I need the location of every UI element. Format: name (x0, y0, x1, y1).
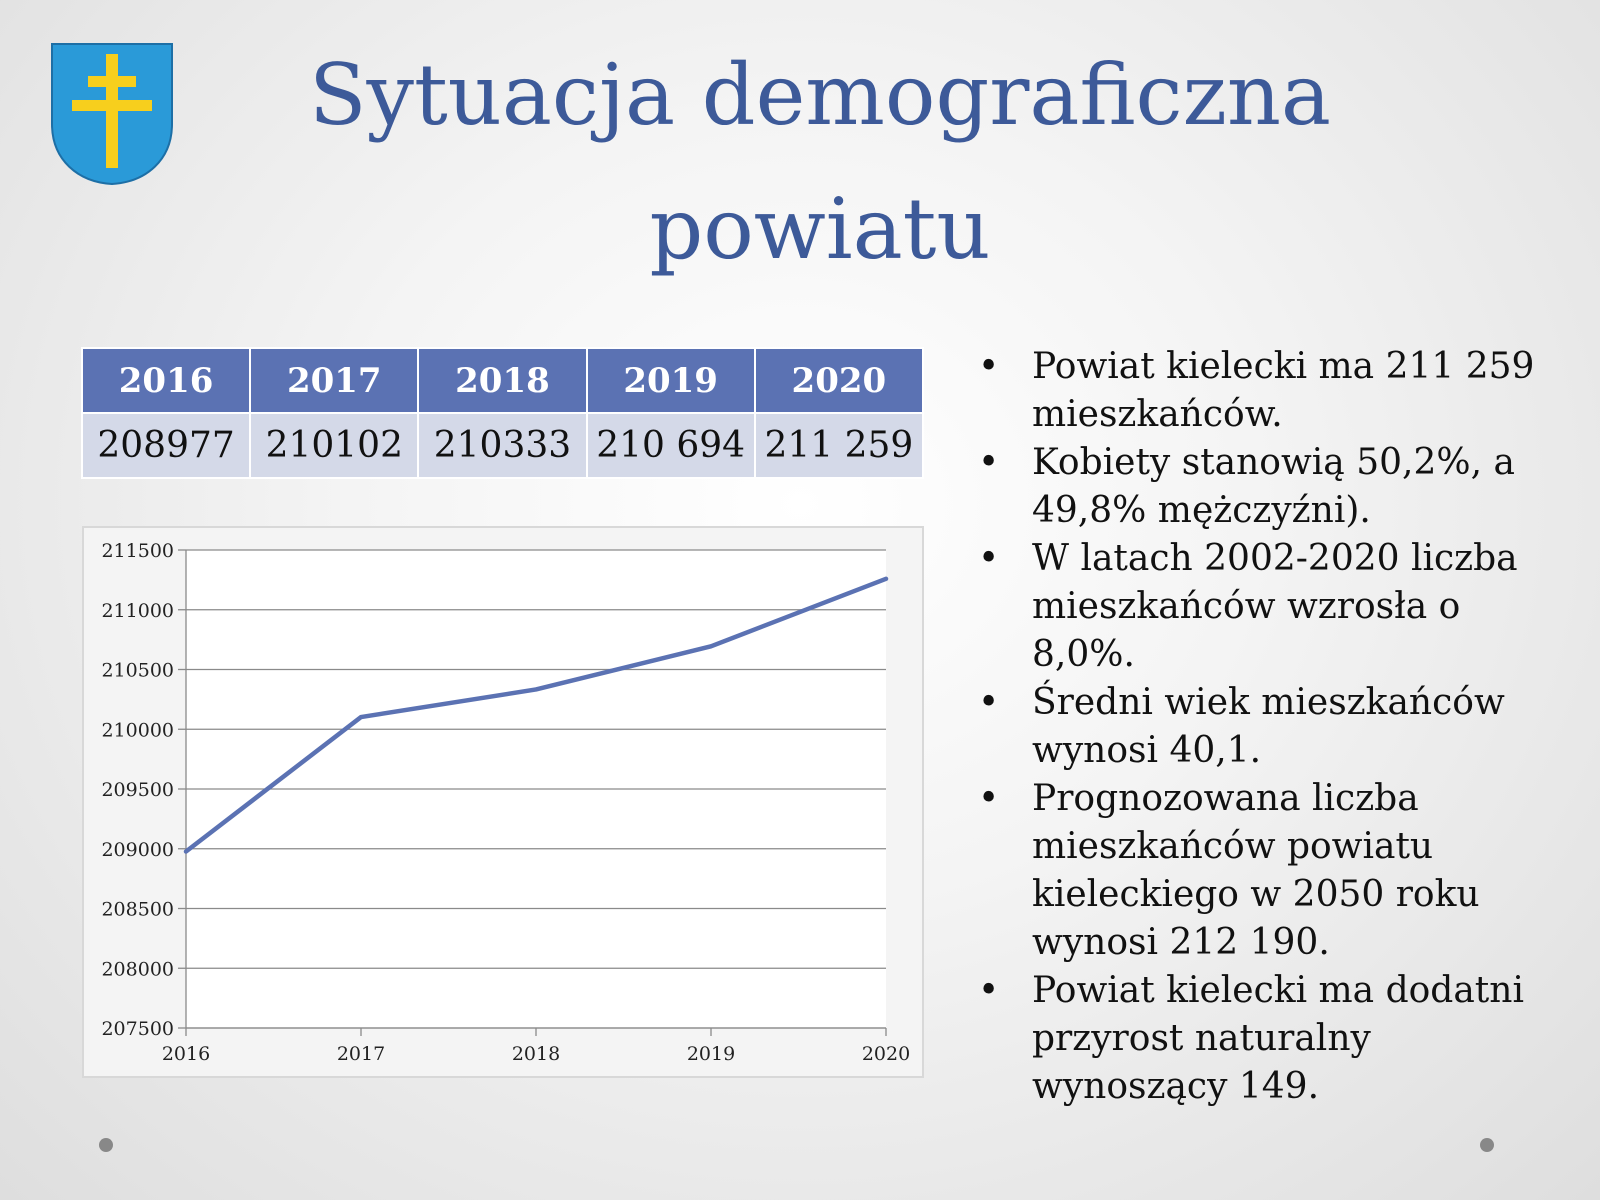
y-tick-label: 209000 (101, 838, 174, 861)
table-header-cell: 2020 (755, 348, 923, 413)
y-tick-label: 211500 (101, 540, 174, 562)
bullet-text: Kobiety stanowią 50,2%, a 49,8% mężczyźni). (1032, 442, 1515, 531)
bullet-icon: • (978, 538, 1000, 579)
x-tick-label: 2017 (336, 1043, 386, 1065)
y-tick-label: 210500 (101, 659, 174, 682)
bullet-icon: • (978, 682, 1000, 723)
bullet-list (978, 343, 1538, 1111)
y-tick-label: 208500 (101, 898, 174, 921)
table-cell: 208977 (82, 413, 250, 478)
bullet-text: Prognozowana liczba mieszkańców powiatu kieleckiego w 2050 roku wynosi 212 190. (1032, 778, 1480, 963)
bullet-text: Średni wiek mieszkańców wynosi 40,1. (1032, 682, 1505, 771)
table-cell: 211 259 (755, 413, 923, 478)
chart-container (82, 526, 924, 1078)
bullet-icon: • (978, 346, 1000, 387)
list-item (978, 775, 1538, 967)
table-header-cell: 2018 (418, 348, 586, 413)
table-row (82, 413, 923, 478)
bullet-icon: • (978, 442, 1000, 483)
slide-title: Sytuacja demograficzna powiatu (308, 46, 1332, 278)
bullet-icon: • (978, 778, 1000, 819)
table-cell: 210102 (250, 413, 418, 478)
y-tick-label: 209500 (101, 779, 174, 801)
table-cell: 210 694 (587, 413, 755, 478)
x-tick-label: 2020 (861, 1043, 911, 1065)
y-tick-label: 211000 (101, 599, 174, 622)
list-item (978, 679, 1538, 775)
table-header-cell: 2019 (587, 348, 755, 413)
bullet-icon: • (978, 970, 1000, 1011)
list-item (978, 439, 1538, 535)
table-header-cell: 2016 (82, 348, 250, 413)
list-item (978, 343, 1538, 439)
decorative-dot-icon (1480, 1138, 1494, 1152)
x-tick-label: 2018 (511, 1043, 561, 1065)
x-tick-label: 2016 (161, 1043, 211, 1065)
y-tick-label: 210000 (101, 719, 174, 742)
bullet-text: Powiat kielecki ma 211 259 mieszkańców. (1032, 346, 1535, 435)
y-tick-label: 207500 (101, 1018, 174, 1040)
population-table (81, 347, 924, 479)
y-tick-label: 208000 (101, 958, 174, 981)
x-tick-label: 2019 (686, 1043, 736, 1065)
table-header-cell: 2017 (250, 348, 418, 413)
table-cell: 210333 (418, 413, 586, 478)
table-header-row (82, 348, 923, 413)
list-item (978, 967, 1538, 1111)
coat-of-arms-icon (50, 42, 174, 186)
population-line-chart (84, 528, 922, 1076)
list-item (978, 535, 1538, 679)
bullet-text: Powiat kielecki ma dodatni przyrost naturalny wynoszący 149. (1032, 970, 1524, 1107)
decorative-dot-icon (99, 1138, 113, 1152)
bullet-text: W latach 2002-2020 liczba mieszkańców wzrosła o 8,0%. (1032, 538, 1518, 675)
